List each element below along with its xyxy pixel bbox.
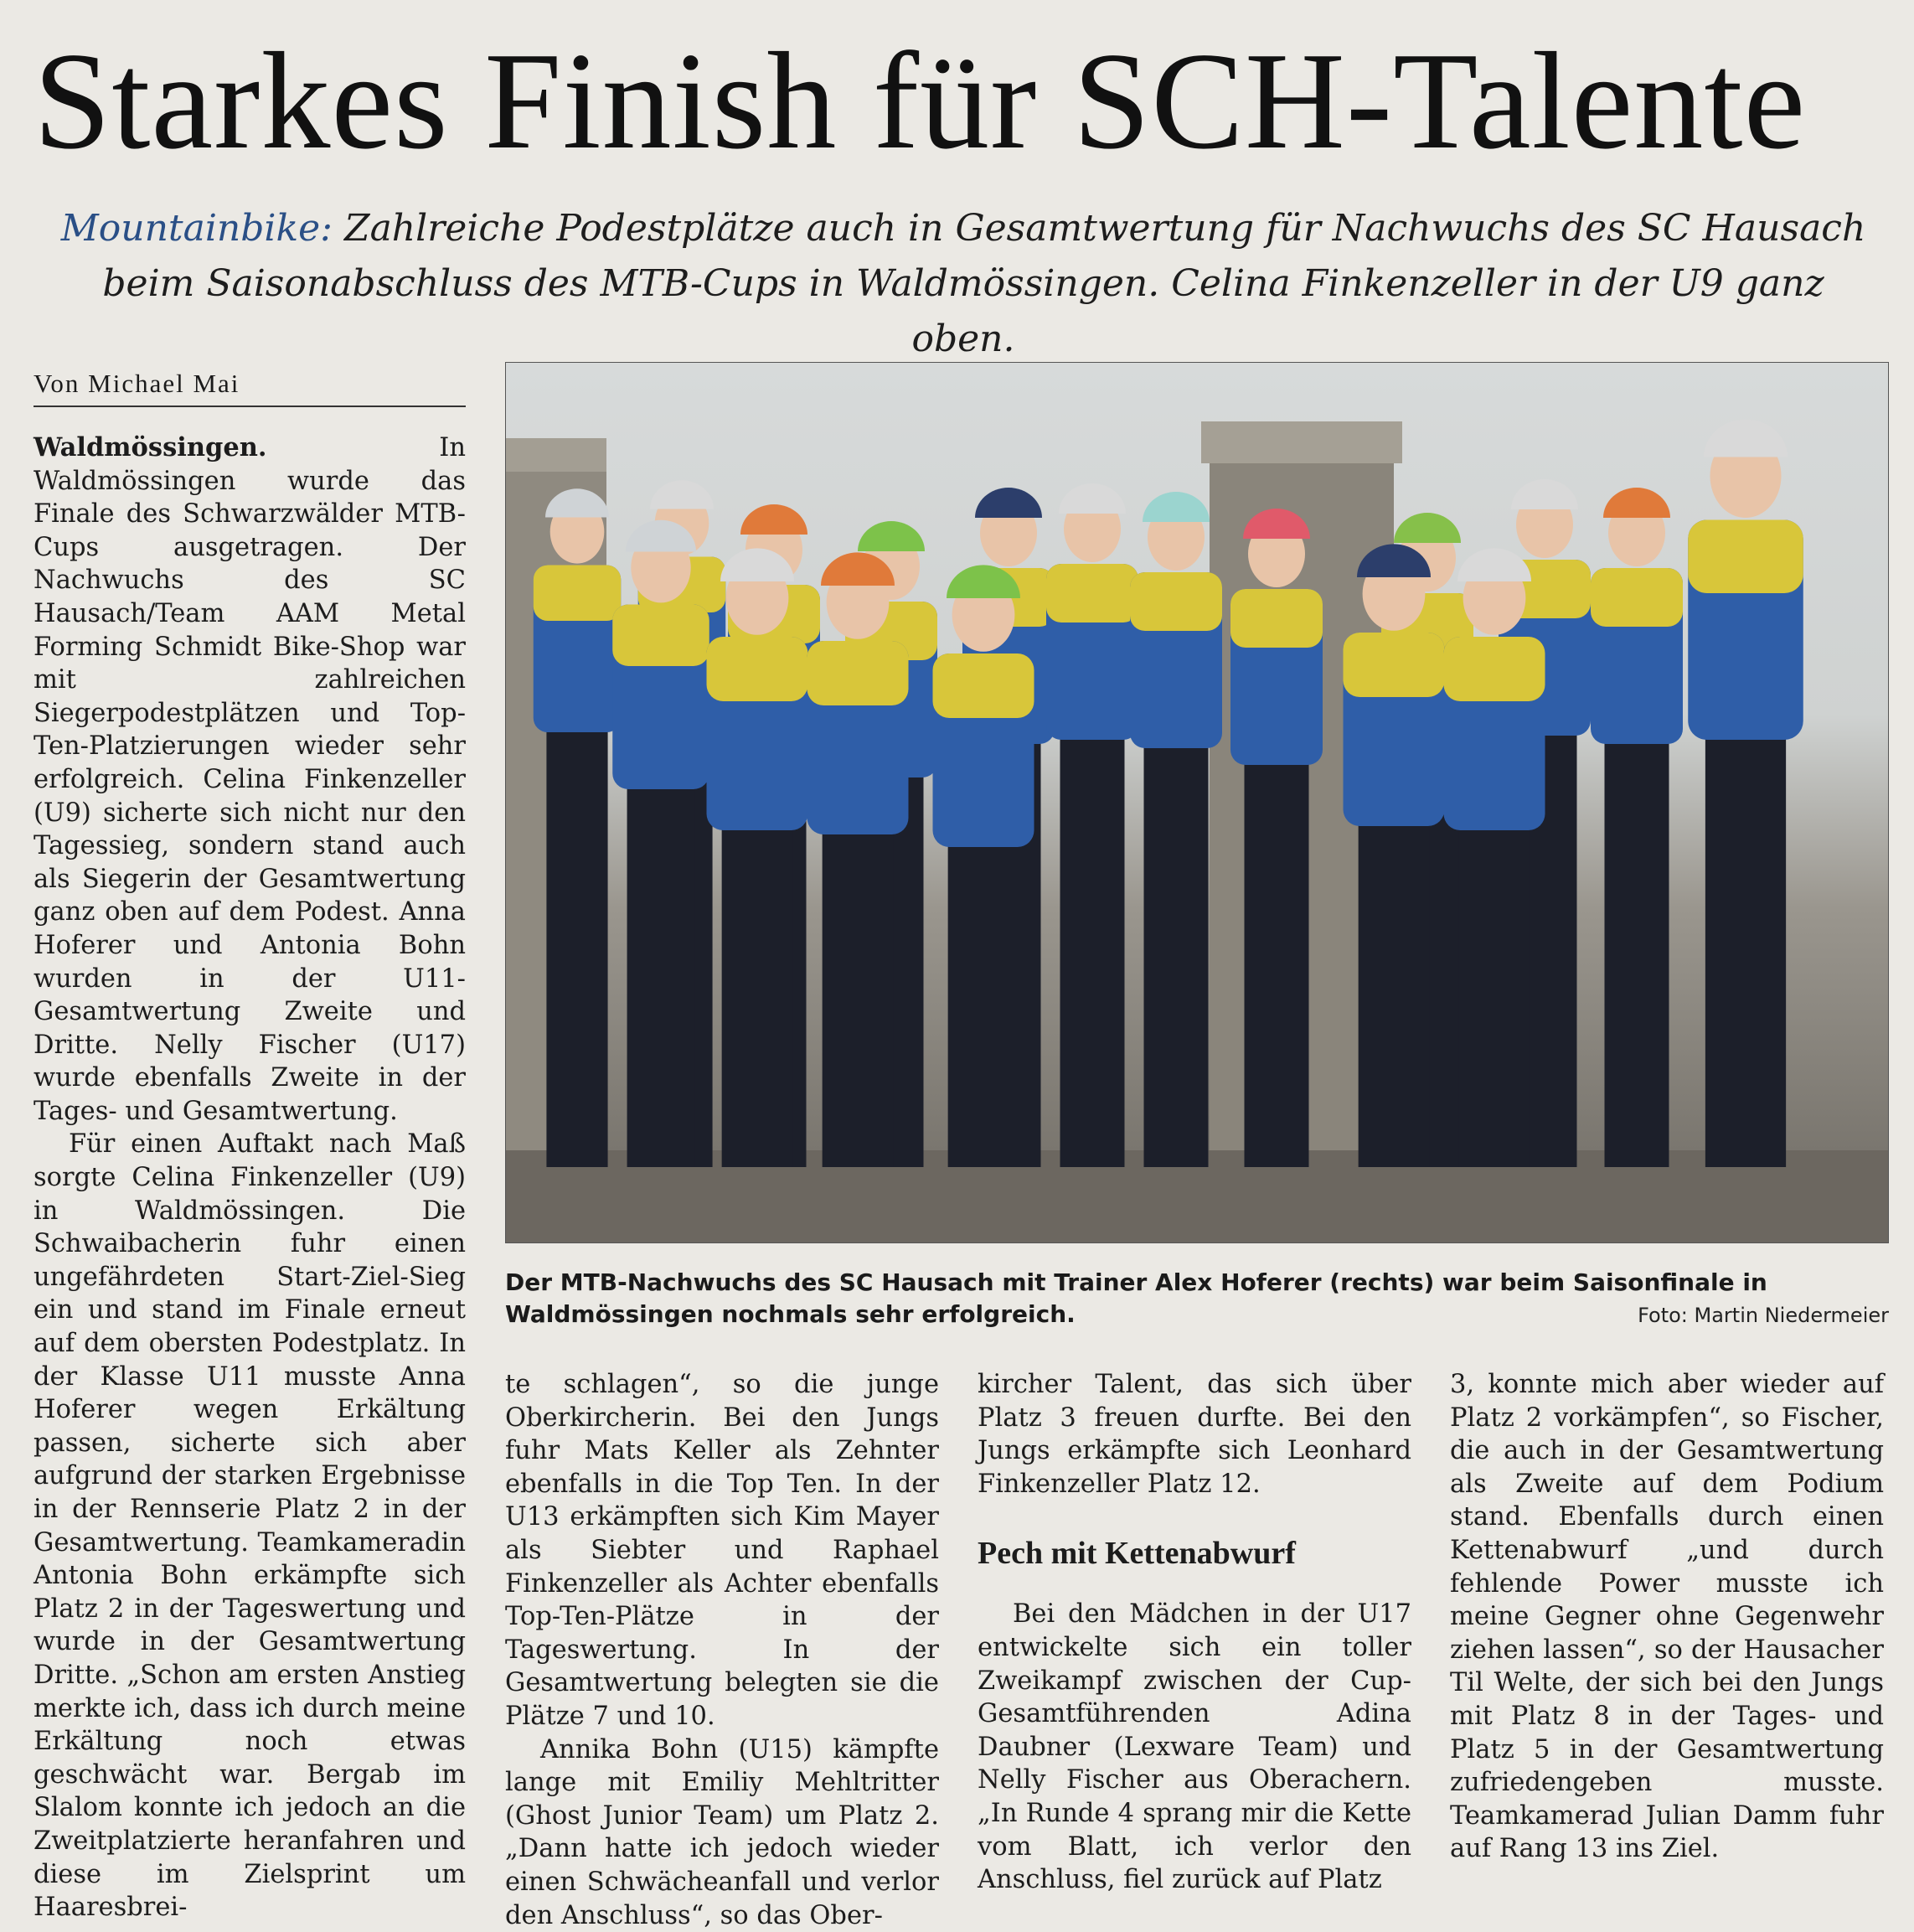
rider-figure	[1688, 420, 1803, 1168]
section-kicker: Mountainbike:	[60, 207, 333, 250]
subhead-line-1: Zahlreiche Podestplätze auch in Gesamtwertung für Nachwuchs des SC Hausach	[333, 207, 1866, 250]
photo-caption: Der MTB-Nachwuchs des SC Hausach mit Trainer Alex Hoferer (rechts) war beim Saisonfinale in Waldmössingen nochmals sehr erfolgreich.	[505, 1268, 1767, 1328]
paragraph-5: kircher Talent, das sich über Platz 3 freuen durfte. Bei den Jungs erkämpfte sich Leonhard Finkenzeller Platz 12.	[978, 1370, 1411, 1499]
rider-figure	[1130, 492, 1222, 1167]
paragraph-4: Annika Bohn (U15) kämpfte lange mit Emiliy Mehltritter (Ghost Junior Team) um Platz 2. „Dann hatte ich jedoch wieder einen Schwächeanfall und verlor den Anschluss“, so das Ober-	[505, 1734, 939, 1930]
article-column-4	[1450, 1368, 1884, 1866]
subhead-line-2: beim Saisonabschluss des MTB-Cups in Waldmössingen. Celina Finkenzeller in der U9 ganz oben.	[102, 262, 1824, 360]
rider-figure	[1230, 509, 1323, 1167]
section-subtitle: Pech mit Kettenabwurf	[978, 1536, 1296, 1572]
byline: Von Michael Mai	[34, 369, 466, 407]
rider-figure	[1444, 548, 1545, 1167]
rider-figure	[1344, 544, 1445, 1167]
paragraph-7: 3, konnte mich aber wieder auf Platz 2 vorkämpfen“, so Fischer, die auch in der Gesamtwertung als Zweite auf dem Podium stand. Ebenfalls durch einen Kettenabwurf „und durch fehlende Power musste ich meine Gegner ohne Gegenwehr ziehen lassen“, so der Hausacher Til Welte, der sich bei den Jungs mit Platz 8 in der Tages- und Platz 5 in der Gesamtwertung zufriedengeben musste. Teamkamerad Julian Damm fuhr auf Rang 13 ins Ziel.	[1450, 1370, 1884, 1864]
rider-figure	[612, 520, 709, 1167]
rider-figure	[707, 548, 808, 1167]
dateline: Waldmössingen.	[34, 432, 267, 462]
paragraph-intro-text: In Waldmössingen wurde das Finale des Schwarzwälder MTB-Cups ausgetragen. Der Nachwuchs des SC Hausach/Team AAM Metal Forming Schmidt Bike-Shop war mit zahlreichen Siegerpodestplätzen und Top-Ten-Platzierungen wieder sehr erfolgreich. Celina Finkenzeller (U9) sicherte sich nicht nur den Tagessieg, sondern stand auch als Siegerin der Gesamtwertung ganz oben auf dem Podest. Anna Hoferer und Antonia Bohn wurden in der U11-Gesamtwertung Zweite und Dritte. Nelly Fischer (U17) wurde ebenfalls Zweite in der Tages- und Gesamtwertung.	[34, 433, 466, 1126]
rider-figure	[807, 552, 909, 1167]
article-column-1	[34, 431, 466, 1923]
team-photo	[505, 362, 1889, 1243]
photo-credit: Foto: Martin Niedermeier	[1638, 1304, 1889, 1327]
paragraph-2: Für einen Auftakt nach Maß sorgte Celina Finkenzeller (U9) in Waldmössingen. Die Schwaibacherin fuhr einen ungefährdeten Start-Ziel-Sieg ein und stand im Finale erneut auf dem obersten Podestplatz. In der Klasse U11 musste Anna Hoferer wegen Erkältung passen, sicherte sich aber aufgrund der starken Ergebnisse in der Rennserie Platz 2 in der Gesamtwertung. Teamkameradin Antonia Bohn erkämpfte sich Platz 2 in der Tageswertung und wurde in der Gesamtwertung Dritte. „Schon am ersten Anstieg merkte ich, dass ich durch meine Erkältung noch etwas geschwächt war. Bergab im Slalom konnte ich jedoch an die Zweitplatzierte heranfahren und diese im Zielsprint um Haaresbrei-	[34, 1129, 466, 1923]
paragraph-3: te schlagen“, so die junge Oberkircherin. Bei den Jungs fuhr Mats Keller als Zehnter ebenfalls in die Top Ten. In der U13 erkämpften sich Kim Mayer als Siebter und Raphael Finkenzeller als Achter ebenfalls Top-Ten-Plätze in der Tageswertung. In der Gesamtwertung belegten sie die Plätze 7 und 10.	[505, 1370, 939, 1731]
paragraph-6: Bei den Mädchen in der U17 entwickelte sich ein toller Zweikampf zwischen der Cup-Gesamtführenden Adina Daubner (Lexware Team) und Nelly Fischer aus Oberachern. „In Runde 4 sprang mir die Kette vom Blatt, ich verlor den Anschluss, fiel zurück auf Platz	[978, 1599, 1411, 1895]
article-column-2	[505, 1368, 939, 1932]
paragraph-intro	[34, 431, 466, 1128]
subheadline	[50, 201, 1876, 367]
rider-figure	[933, 565, 1034, 1167]
headline: Starkes Finish für SCH-Talente	[34, 23, 1807, 178]
article-column-3	[978, 1368, 1411, 1897]
rider-figure	[1591, 488, 1683, 1167]
rider-figure	[1046, 483, 1138, 1167]
team-photo-illustration	[506, 363, 1888, 1242]
